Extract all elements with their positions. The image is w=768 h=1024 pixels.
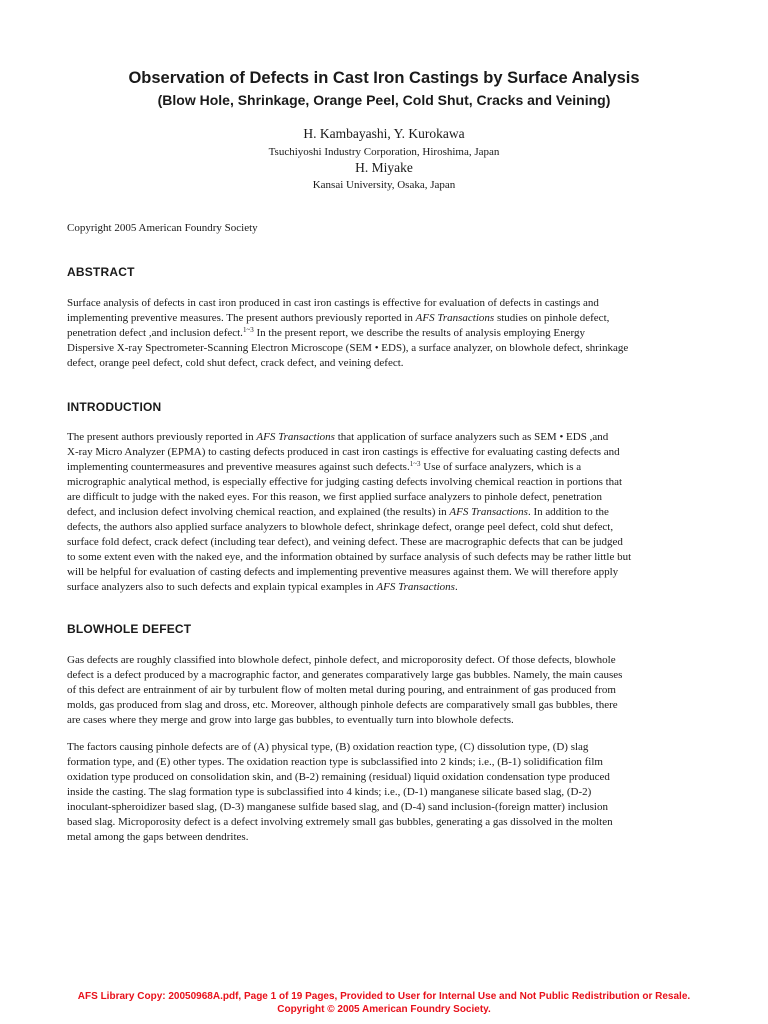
text-line: penetration defect ,and inclusion defect.$^{1\sim 3}$ In the present report, we describe the results of analysis employing Energy [67, 326, 585, 339]
text-line: inside the casting. The slag formation type is subclassified into 4 kinds; i.e., (D-1) manganese silicate based slag, (D-2) [67, 786, 592, 798]
text-line: will be helpful for evaluation of casting defects and implementing preventive measures against them. We will therefore apply [67, 566, 619, 578]
text-line: of this defect are entrainment of air by turbulent flow of molten metal during pouring, and entrainment of gas produced from [67, 684, 616, 696]
introduction-heading: INTRODUCTION [67, 400, 162, 414]
copyright-notice: Copyright 2005 American Foundry Society [67, 222, 258, 234]
paper-subtitle: (Blow Hole, Shrinkage, Orange Peel, Cold Shut, Cracks and Veining) [157, 92, 611, 108]
footer-copyright: Copyright © 2005 American Foundry Society. [277, 1004, 491, 1015]
abstract-heading: ABSTRACT [67, 265, 135, 279]
journal-name: AFS Transactions [256, 431, 335, 443]
text-line: defects, the authors also applied surface analyzers to blowhole defect, shrinkage defect, orange peel defect, cold shut defect, [67, 521, 614, 533]
footer-library-notice: AFS Library Copy: 20050968A.pdf, Page 1 of 19 Pages, Provided to User for Internal Use and Not Public Redistribution or Resale. [77, 991, 691, 1002]
text-line: oxidation type produced on consolidation skin, and (B-2) remaining (residual) liquid oxidation condensation type produced [67, 771, 610, 783]
reference-superscript: 1~3 [409, 460, 421, 468]
abstract-paragraph [67, 296, 707, 371]
blowhole-paragraph-2 [67, 740, 707, 845]
author-list-1: H. Kambayashi, Y. Kurokawa [303, 126, 465, 141]
text-line: Surface analysis of defects in cast iron produced in cast iron castings is effective for evaluation of defects in castings and [67, 297, 599, 309]
text-line: defect, and inclusion defect involving chemical reaction, and explained (the results) in AFS Transactions. In addition to the [67, 506, 609, 518]
blowhole-heading: BLOWHOLE DEFECT [67, 622, 192, 636]
affiliation-2: Kansai University, Osaka, Japan [312, 179, 456, 191]
text-line: Dispersive X-ray Spectrometer-Scanning Electron Microscope (SEM • EDS), a surface analyzer, on blowhole defect, shrinkage [67, 342, 629, 354]
text-line: The factors causing pinhole defects are of (A) physical type, (B) oxidation reaction type, (C) dissolution type, (D) slag [67, 741, 589, 753]
journal-name: AFS Transactions [376, 581, 455, 593]
affiliation-1: Tsuchiyoshi Industry Corporation, Hiroshima, Japan [268, 146, 500, 158]
text-line: surface fold defect, crack defect (including tear defect), and veining defect. These are macrographic defects that can be judged [67, 536, 623, 548]
text-line: implementing countermeasures and preventive measures against such defects.$^{1\sim 3}$ Use of surface analyzers, which is a [67, 460, 582, 473]
text-line: X-ray Micro Analyzer (EPMA) to casting defects produced in cast iron castings is effective for evaluating casting defects and [67, 446, 620, 458]
paper-title: Observation of Defects in Cast Iron Castings by Surface Analysis [128, 69, 640, 87]
introduction-paragraph [67, 430, 707, 595]
text-line: surface analyzers also to such defects and explain typical examples in AFS Transactions. [67, 581, 458, 593]
blowhole-paragraph-1 [67, 653, 707, 728]
journal-name: AFS Transactions [415, 312, 495, 324]
text-line: molds, gas produced from slag and dross, etc. Moreover, although pinhole defects are comparatively small gas bubbles, there [67, 699, 618, 711]
journal-name: AFS Transactions [449, 506, 528, 518]
text-line: defect, orange peel defect, cold shut defect, crack defect, and veining defect. [67, 357, 404, 369]
text-line: are difficult to judge with the naked eyes. For this reason, we first applied surface analyzers to pinhole defect, penetration [67, 491, 602, 503]
text-line: formation type, and (E) other types. The oxidation reaction type is subclassified into 2 kinds; i.e., (B-1) solidification film [67, 756, 603, 768]
author-list-2: H. Miyake [355, 160, 413, 175]
text-line: to some extent even with the naked eye, and the information obtained by surface analysis of such defects may be rather little but [67, 551, 632, 563]
text-line: defect is a defect produced by a macrographic factor, and generates comparatively large gas bubbles. Namely, the main causes [67, 669, 623, 681]
text-line: Gas defects are roughly classified into blowhole defect, pinhole defect, and microporosity defect. Of those defects, blowhole [67, 654, 616, 666]
text-line: are cases where they merge and grow into large gas bubbles, to eventually turn into blowhole defects. [67, 714, 514, 726]
text-line: metal among the gaps between dendrites. [67, 831, 249, 843]
text-line: inoculant-spheroidizer based slag, (D-3) manganese sulfide based slag, and (D-4) sand inclusion-(foreign matter) inclusion [67, 801, 608, 813]
text-line: implementing preventive measures. The present authors previously reported in AFS Transactions studies on pinhole defect, [67, 312, 610, 324]
text-line: The present authors previously reported in AFS Transactions that application of surface analyzers such as SEM • EDS ,and [67, 431, 609, 443]
text-line: micrographic analytical method, is especially effective for judging casting defects involving chemical reaction in portions that [67, 476, 623, 488]
text-line: based slag. Microporosity defect is a defect involving extremely small gas bubbles, generating a gas dissolved in the molten [67, 816, 613, 828]
reference-superscript: 1~3 [242, 326, 254, 334]
